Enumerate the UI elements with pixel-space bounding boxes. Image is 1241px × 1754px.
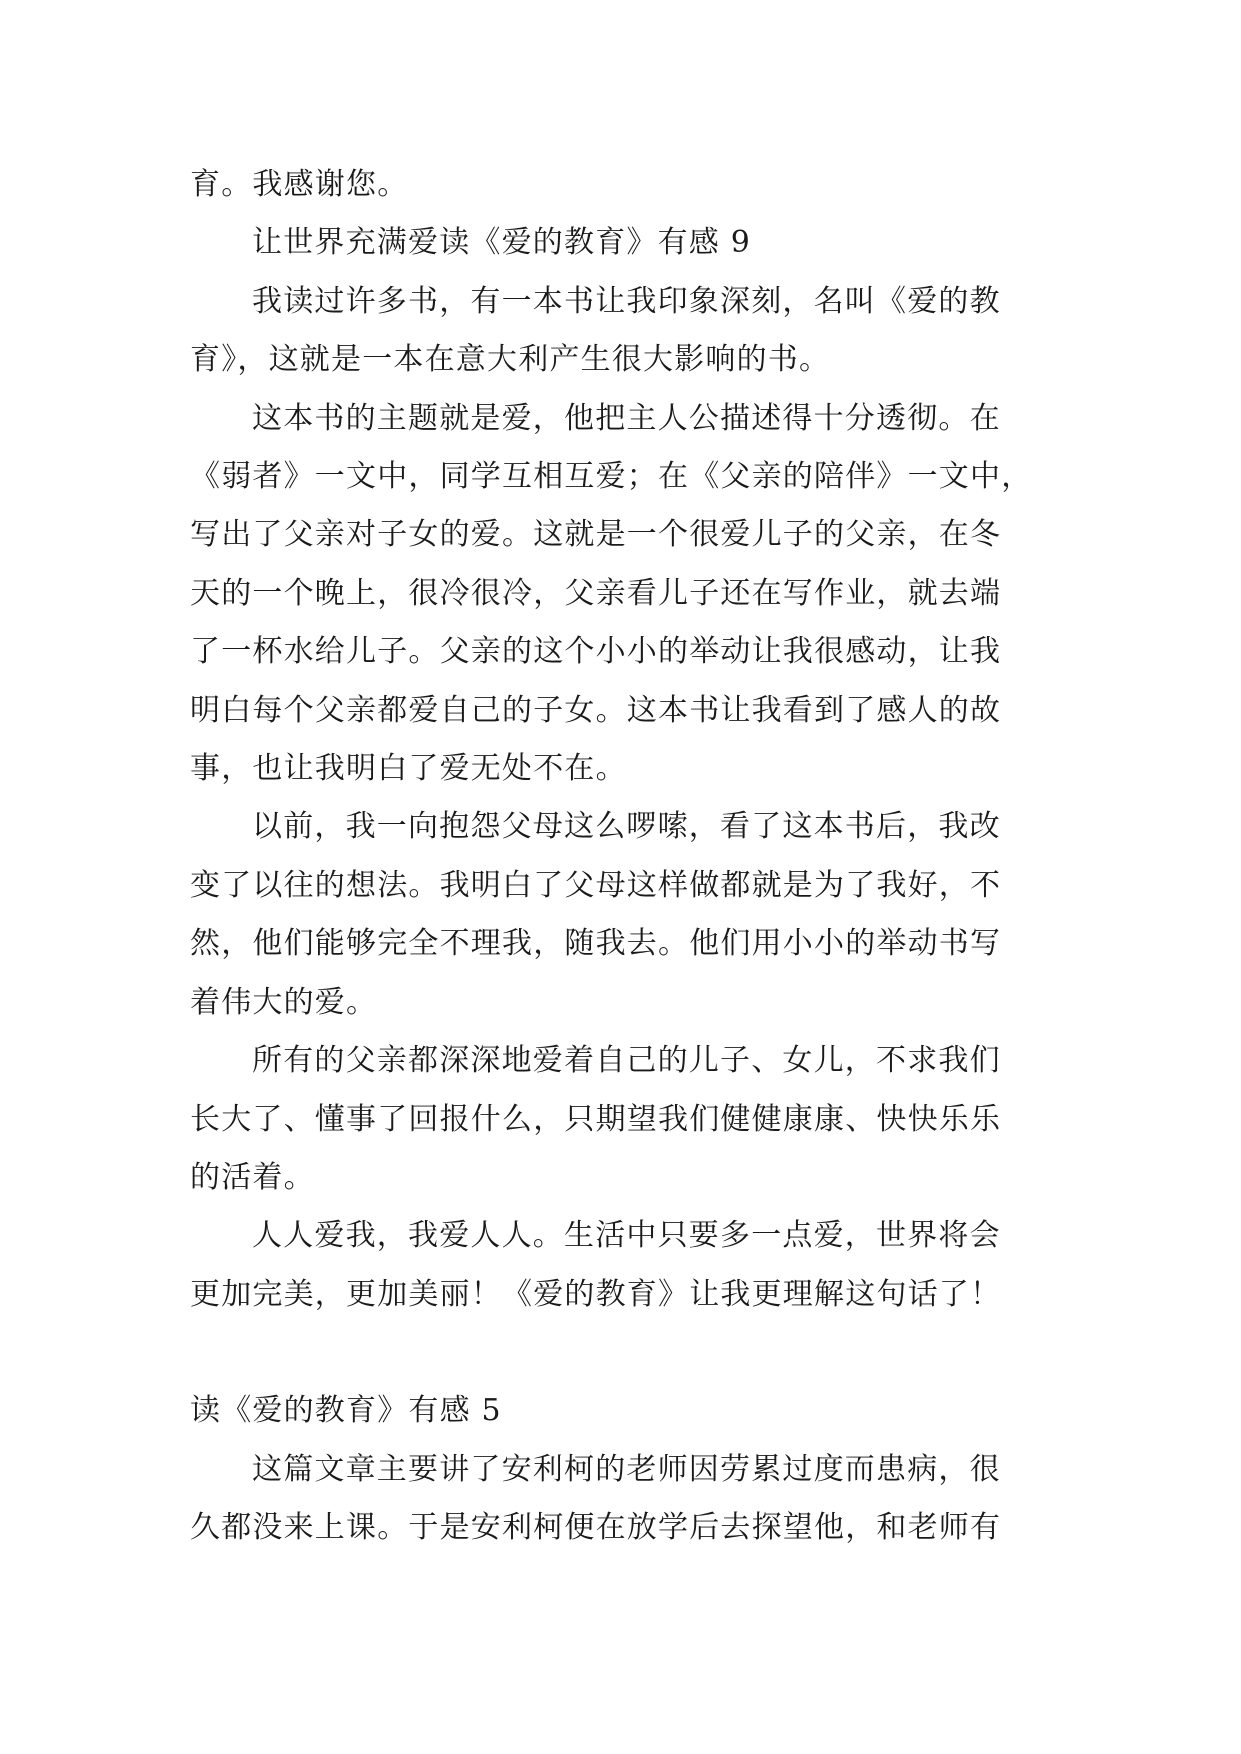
text-line: 让世界充满爱读《爱的教育》有感 9 bbox=[252, 225, 752, 261]
paragraph-continuation bbox=[190, 156, 1050, 214]
text-line: 人人爱我，我爱人人。生活中只要多一点爱，世界将会 bbox=[252, 1218, 1001, 1254]
text-line: 着伟大的爱。 bbox=[190, 984, 378, 1020]
text-line: 更加完美，更加美丽！《爱的教育》让我更理解这句话了！ bbox=[190, 1276, 1002, 1312]
text-line: 明白每个父亲都爱自己的子女。这本书让我看到了感人的故 bbox=[190, 692, 1002, 728]
text-line: 育》，这就是一本在意大利产生很大影响的书。 bbox=[190, 342, 831, 378]
essay-title-5 bbox=[190, 1382, 1050, 1440]
paragraph bbox=[190, 1441, 1050, 1558]
section-gap bbox=[190, 1324, 1050, 1382]
paragraph bbox=[190, 273, 1050, 390]
text-line: 读《爱的教育》有感 5 bbox=[190, 1393, 502, 1429]
text-line: 这篇文章主要讲了安利柯的老师因劳累过度而患病，很 bbox=[252, 1451, 1001, 1487]
text-line: 我读过许多书，有一本书让我印象深刻，名叫《爱的教 bbox=[252, 283, 1001, 319]
text-line: 写出了父亲对子女的爱。这就是一个很爱儿子的父亲，在冬 bbox=[190, 517, 1002, 553]
paragraph bbox=[190, 1207, 1050, 1324]
text-line: 长大了、懂事了回报什么，只期望我们健健康康、快快乐乐 bbox=[190, 1101, 1002, 1137]
text-line: 《弱者》一文中，同学互相互爱；在《父亲的陪伴》一文中， bbox=[190, 459, 1033, 495]
text-line: 久都没来上课。于是安利柯便在放学后去探望他，和老师有 bbox=[190, 1509, 1002, 1545]
document-body bbox=[190, 156, 1050, 1557]
text-line: 育。我感谢您。 bbox=[190, 167, 409, 202]
paragraph bbox=[190, 390, 1050, 799]
text-line: 然，他们能够完全不理我，随我去。他们用小小的举动书写 bbox=[190, 926, 1002, 962]
text-line: 了一杯水给儿子。父亲的这个小小的举动让我很感动，让我 bbox=[190, 634, 1002, 670]
text-line: 这本书的主题就是爱，他把主人公描述得十分透彻。在 bbox=[252, 400, 1001, 436]
text-line: 事，也让我明白了爱无处不在。 bbox=[190, 751, 627, 787]
essay-title-9 bbox=[190, 214, 1050, 272]
text-line: 所有的父亲都深深地爱着自己的儿子、女儿，不求我们 bbox=[252, 1043, 1001, 1079]
paragraph bbox=[190, 798, 1050, 1032]
text-line: 天的一个晚上，很冷很冷，父亲看儿子还在写作业，就去端 bbox=[190, 575, 1002, 611]
text-line: 的活着。 bbox=[190, 1159, 315, 1195]
text-line: 以前，我一向抱怨父母这么啰嗦，看了这本书后，我改 bbox=[252, 809, 1001, 845]
text-line: 变了以往的想法。我明白了父母这样做都就是为了我好，不 bbox=[190, 867, 1002, 903]
paragraph bbox=[190, 1032, 1050, 1207]
